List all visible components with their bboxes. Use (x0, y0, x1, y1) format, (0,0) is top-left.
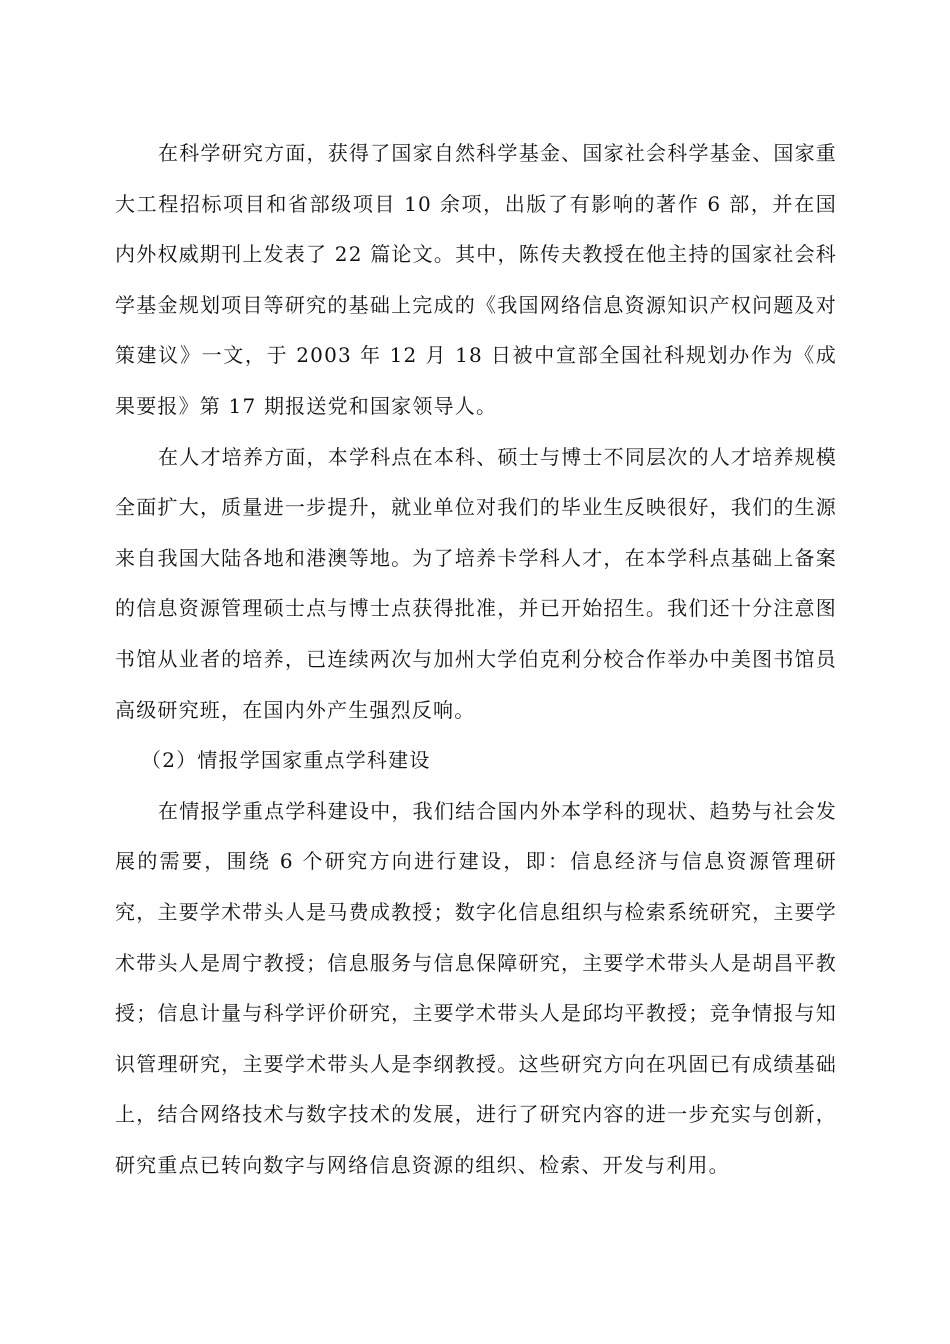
paragraph-discipline-construction: 在情报学重点学科建设中，我们结合国内外本学科的现状、趋势与社会发展的需要，围绕 6 个研究方向进行建设，即：信息经济与信息资源管理研究，主要学术带头人是马费成教授；数字化信息组织与检索系统研究，主要学术带头人是周宁教授；信息服务与信息保障研究，主要学术带头人是胡昌平教授；信息计量与科学评价研究，主要学术带头人是邱均平教授；竞争情报与知识管理研究，主要学术带头人是李纲教授。这些研究方向在巩固已有成绩基础上，结合网络技术与数字技术的发展，进行了研究内容的进一步充实与创新，研究重点已转向数字与网络信息资源的组织、检索、开发与利用。 (115, 798, 837, 1177)
paragraph-research: 在科学研究方面，获得了国家自然科学基金、国家社会科学基金、国家重大工程招标项目和省部级项目 10 余项，出版了有影响的著作 6 部，并在国内外权威期刊上发表了 22 篇论文。其中，陈传夫教授在他主持的国家社会科学基金规划项目等研究的基础上完成的《我国网络信息资源知识产权问题及对策建议》一文，于 2003 年 12 月 18 日被中宣部全国社科规划办作为《成果要报》第 17 期报送党和国家领导人。 (115, 141, 837, 418)
document-body (115, 128, 837, 1190)
paragraph-talent-training: 在人才培养方面，本学科点在本科、硕士与博士不同层次的人才培养规模全面扩大，质量进一步提升，就业单位对我们的毕业生反映很好，我们的生源来自我国大陆各地和港澳等地。为了培养卡学科人才，在本学科点基础上备案的信息资源管理硕士点与博士点获得批准，并已开始招生。我们还十分注意图书馆从业者的培养，已连续两次与加州大学伯克利分校合作举办中美图书馆员高级研究班，在国内外产生强烈反响。 (115, 444, 837, 722)
section-heading: （2）情报学国家重点学科建设 (141, 748, 431, 773)
